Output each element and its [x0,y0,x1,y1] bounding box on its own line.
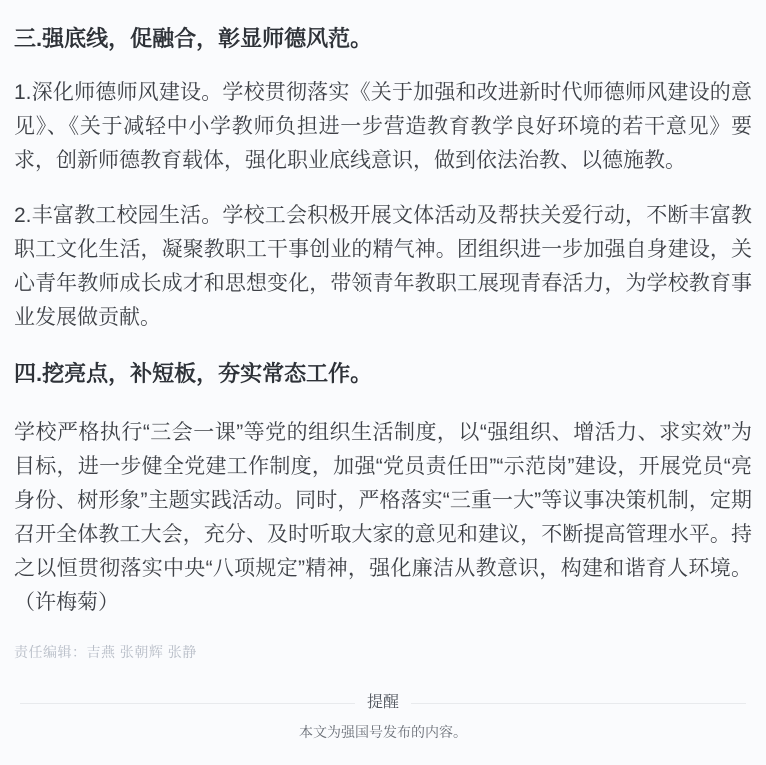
section-heading-four: 四.挖亮点，补短板，夯实常态工作。 [14,361,373,386]
editor-credit: 责任编辑：吉燕 张朝辉 张静 [14,644,197,660]
notice-divider [20,692,746,714]
notice-divider-label: 提醒 [367,694,400,711]
divider-line-right [411,703,746,704]
paragraph-1: 1.深化师德师风建设。学校贯彻落实《关于加强和改进新时代师德师风建设的意见》、《关于减轻中小学教师负担进一步营造教育教学良好环境的若干意见》要求，创新师德教育载体，强化职业底线意识，做到依法治教、以德施教。 [14,81,752,172]
paragraph-3: 学校严格执行“三会一课”等党的组织生活制度，以“强组织、增活力、求实效”为目标，进一步健全党建工作制度，加强“党员责任田”“示范岗”建设，开展党员“亮身份、树形象”主题实践活动。同时，严格落实“三重一大”等议事决策机制，定期召开全体教工大会，充分、及时听取大家的意见和建议，不断提高管理水平。持之以恒贯彻落实中央“八项规定”精神，强化廉洁从教意识，构建和谐育人环境。（许梅菊） [14,421,752,614]
notice-text: 本文为强国号发布的内容。 [299,724,467,740]
paragraph-2: 2.丰富教工校园生活。学校工会积极开展文体活动及帮扶关爱行动，不断丰富教职工文化生活，凝聚教职工干事创业的精气神。团组织进一步加强自身建设，关心青年教师成长成才和思想变化，带领青年教职工展现青春活力，为学校教育事业发展做贡献。 [14,204,752,329]
section-heading-three: 三.强底线，促融合，彰显师德风范。 [14,26,373,51]
divider-line-left [20,703,355,704]
